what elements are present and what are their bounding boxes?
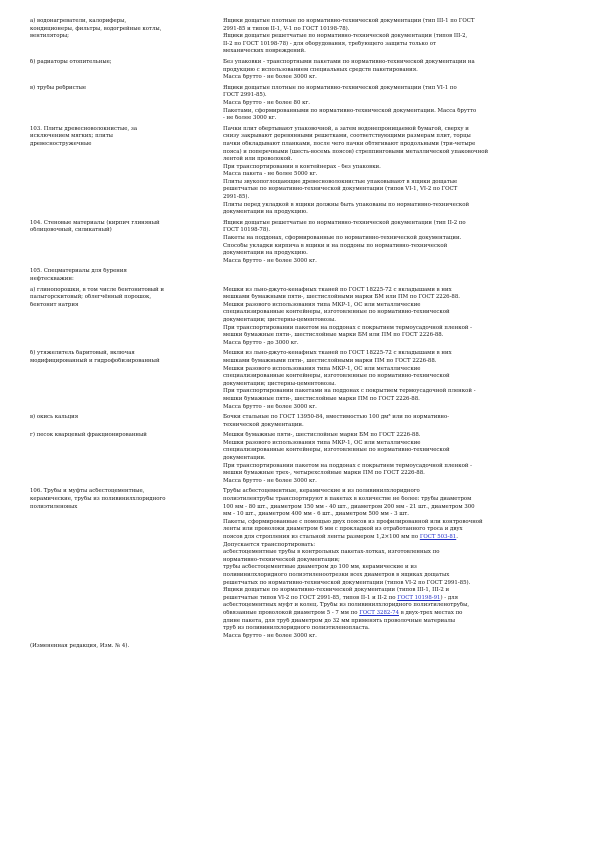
spec-text: Пачки плит обертывают упаковочной, а затем водонепроницаемой бумагой, сверху и (223, 125, 469, 132)
spec-text-after-link: ) - для (440, 594, 458, 601)
packaging-spec-line (223, 149, 579, 157)
item-name-line: кондиционеры, фильтры, водогрейные котлы, (30, 25, 162, 32)
packaging-spec-line (223, 59, 579, 67)
packaging-spec-line (223, 404, 579, 412)
packaging-spec-cell (223, 18, 579, 56)
item-name-line: 103. Плиты древесноволокнистые, за (30, 125, 138, 132)
item-name-line: исключением мягких; плиты (30, 133, 113, 140)
packaging-spec-line (223, 85, 579, 93)
packaging-spec-cell (223, 488, 579, 640)
table-row (30, 59, 579, 82)
item-name-cell (30, 414, 223, 422)
spec-text: асбестоцементных муфт и колец. Трубы из поливинилхлоридного полиэтиленотрубы, (223, 602, 470, 609)
spec-text: технической документации. (223, 421, 304, 428)
packaging-spec-line (223, 26, 579, 34)
packaging-spec-line (223, 309, 579, 317)
spec-text: Допускается транспортировать: (223, 541, 316, 548)
item-name-line: а) глинопорошки, в том числе бентонитовый и (30, 286, 164, 293)
packaging-spec-line (223, 243, 579, 251)
packaging-spec-line (223, 179, 579, 187)
packaging-spec-line (223, 133, 579, 141)
packaging-spec-line (223, 209, 579, 217)
packaging-spec-line (223, 396, 579, 404)
spec-text: Мешки разового использования типа МКР-1, ОС или металлические (223, 365, 421, 372)
packaging-spec-cell (223, 287, 579, 348)
spec-text: асбестоцементные трубы в контрольных пакетах-лотках, изготовленных по (223, 549, 440, 556)
packaging-spec-line (223, 325, 579, 333)
spec-text: Мешки разового использования типа МКР-1, ОС или металлические (223, 439, 421, 446)
packaging-spec-line (223, 108, 579, 116)
item-name-line: облицовочный, силикатный) (30, 227, 112, 234)
spec-text: 2991-85). (223, 194, 250, 201)
packaging-spec-line (223, 164, 579, 172)
packaging-spec-line (223, 33, 579, 41)
packaging-spec-line (223, 414, 579, 422)
spec-text: Ящики дощатые решетчатые по нормативно-технической документации (тип II-2 по (223, 219, 466, 226)
spec-text: Масса брутто - не более 3000 кг. (223, 477, 317, 484)
spec-text: При транспортировании в контейнерах - без упаковки. (223, 163, 381, 170)
spec-text: мешки бумажные пяти-, шестислойные марки ПМ по ГОСТ 2226-88. (223, 395, 420, 402)
spec-text: Бочки стальные по ГОСТ 13950-84, вместимостью 100 дм³ или по нормативно- (223, 414, 450, 421)
spec-text: мешки бумажные трех-, четырехслойные марки ПМ по ГОСТ 2226-88. (223, 470, 425, 477)
packaging-spec-line (223, 519, 579, 527)
packaging-spec-line (223, 381, 579, 389)
spec-text: решетчатые по нормативно-технической документации (типов VI-1, VI-2 по ГОСТ (223, 186, 458, 193)
packaging-spec-line (223, 100, 579, 108)
spec-text: Мешки из льно-джуто-кенафных тканей по ГОСТ 18225-72 с вкладышами в них (223, 286, 452, 293)
packaging-spec-line (223, 294, 579, 302)
packaging-spec-line (223, 470, 579, 478)
packaging-spec-line (223, 572, 579, 580)
spec-text: мешками бумажными пяти-, шестислойными марки ПМ по ГОСТ 2226-88. (223, 357, 437, 364)
packaging-spec-line (223, 92, 579, 100)
spec-text: При транспортировании пакетами на поддонах с покрытием термоусадочной пленкой - (223, 388, 476, 395)
spec-text: Ящики дощатые плотные по нормативно-технической документации (тип III-1 по ГОСТ (223, 18, 475, 24)
spec-text: обвязанные проволокой диаметром 5 - 7 мм по (223, 609, 360, 616)
packaging-spec-line (223, 358, 579, 366)
packaging-spec-line (223, 526, 579, 534)
packaging-spec-line (223, 366, 579, 374)
packaging-spec-line (223, 422, 579, 430)
packaging-spec-line (223, 171, 579, 179)
item-name-cell (30, 85, 223, 93)
packaging-spec-line (223, 115, 579, 123)
spec-text: Пакеты на поддонах, сформированные по нормативно-технической документации. (223, 235, 462, 242)
packaging-spec-line (223, 67, 579, 75)
standard-link[interactable]: ГОСТ 503-81 (419, 534, 457, 540)
spec-text: При транспортировании пакетом на поддонах с покрытием термоусадочной пленкой - (223, 462, 472, 469)
packaging-spec-line (223, 557, 579, 565)
packaging-spec-line (223, 186, 579, 194)
spec-text: пояса) и поперечными (шесть-восемь поясов) стреппинговыми металлической упаковочной (223, 148, 489, 155)
spec-text: Масса брутто - не более 80 кг. (223, 99, 311, 106)
item-name-line: б) утяжелитель баритовый, включая (30, 350, 135, 357)
spec-text: - не более 3000 кг. (223, 115, 277, 122)
spec-text: Мешки из льно-джуто-кенафных тканей по ГОСТ 18225-72 с вкладышами в них (223, 350, 452, 357)
packaging-spec-line (223, 587, 579, 595)
packaging-spec-line (223, 350, 579, 358)
table-row (30, 287, 579, 348)
packaging-spec-line (223, 478, 579, 486)
packaging-spec-line (223, 610, 579, 618)
spec-text: Ящики дощатые плотные по нормативно-технической документации (тип VI-1 по (223, 84, 457, 91)
item-name-line: в) трубы ребристые (30, 84, 87, 91)
packaging-spec-cell (223, 220, 579, 266)
spec-text: ГОСТ 2991-85). (223, 92, 267, 99)
item-name-line: б) радиаторы отопительные; (30, 58, 112, 65)
spec-text: Масса брутто - не более 3000 кг. (223, 632, 317, 639)
packaging-spec-line (223, 340, 579, 348)
item-name-cell (30, 287, 223, 310)
spec-text: полиэтилентрубы транспортируют в пакетах в количестве не более: трубы диаметром (223, 496, 472, 503)
spec-text: 2991-85 и типов II-1, V-1 по ГОСТ 10198-78). (223, 25, 350, 32)
standard-link[interactable]: ГОСТ 3282-74 (359, 609, 400, 616)
packaging-spec-line (223, 287, 579, 295)
spec-text: специализированные контейнеры, изготовленные по нормативно-технической (223, 373, 450, 380)
packaging-spec-line (223, 156, 579, 164)
packaging-spec-line (223, 432, 579, 440)
packaging-spec-line (223, 373, 579, 381)
spec-text: Мешки разового использования типа МКР-1, ОС или металлические (223, 301, 421, 308)
table-row (30, 432, 579, 485)
spec-text: документации. (223, 455, 266, 462)
spec-text: решетчатых по нормативно-технической документации (типов VI-2 по ГОСТ 2991-85). (223, 579, 471, 586)
packaging-spec-line (223, 220, 579, 228)
packaging-spec-line (223, 549, 579, 557)
item-name-line: г) песок кварцевый фракционированный (30, 432, 147, 439)
item-name-line: 104. Стеновые материалы (кирпич глиняный (30, 219, 160, 226)
packaging-spec-line (223, 202, 579, 210)
packaging-spec-cell (223, 350, 579, 411)
packaging-spec-line (223, 542, 579, 550)
item-name-line: в) окись кальция (30, 414, 79, 421)
standard-link[interactable]: ГОСТ 10198-91 (397, 594, 441, 601)
spec-text: Способы укладки кирпича в ящики и на поддоны по нормативно-технической (223, 242, 448, 249)
packaging-spec-line (223, 488, 579, 496)
packaging-spec-line (223, 250, 579, 258)
spec-text: мешки бумажные пяти-, шестислойные марки БМ или ПМ по ГОСТ 2226-88. (223, 332, 444, 339)
spec-text: Масса брутто - до 3000 кг. (223, 339, 299, 346)
item-name-cell (30, 18, 223, 41)
spec-text: документации на продукцию. (223, 209, 308, 216)
spec-text: При транспортировании пакетом на поддонах с покрытием термоусадочной пленкой - (223, 324, 472, 331)
spec-text-after-link: . (456, 534, 458, 540)
packaging-spec-cell (223, 85, 579, 123)
spec-text: поясов для стропления из стальной ленты размером 1,2×100 мм по (223, 534, 420, 540)
spec-text: Масса пакета - не более 5000 кг. (223, 171, 318, 178)
spec-text: Плиты перед укладкой в ящики должны быть упакованы по нормативно-технической (223, 201, 470, 208)
table-row (30, 220, 579, 266)
item-name-line: 105. Спецматериалы для бурения (30, 268, 127, 275)
packaging-spec-line (223, 141, 579, 149)
table-row (30, 85, 579, 123)
spec-text: пачки обкладывают планками, после чего пачки обтягивают продольными (три-четыре (223, 140, 476, 147)
packaging-spec-line (223, 194, 579, 202)
packaging-spec-line (223, 332, 579, 340)
table-row (30, 414, 579, 429)
packaging-spec-line (223, 504, 579, 512)
spec-text: нормативно-технической документации; (223, 556, 340, 563)
spec-text: Пакетами, сформированными по нормативно-технической документации. Масса брутто (223, 107, 477, 114)
item-name-cell (30, 432, 223, 440)
packaging-spec-line (223, 440, 579, 448)
table-row (30, 18, 579, 56)
spec-text: поливинилхлоридного полиэтиленоотрезки всех диаметров в ящиках дощатых (223, 571, 450, 578)
packaging-spec-line (223, 317, 579, 325)
item-name-cell (30, 59, 223, 67)
item-name-line: керамические, трубы из поливинилхлоридного (30, 496, 166, 503)
spec-text: мм - 10 шт., диаметром 400 мм - 6 шт., диаметром 500 мм - 3 шт. (223, 511, 409, 518)
packaging-spec-line (223, 74, 579, 82)
packaging-spec-line (223, 235, 579, 243)
item-name-line: палыгорскитовый; облегчённый порошок, (30, 294, 152, 301)
item-name-cell (30, 268, 223, 283)
spec-text-after-link: в двух-трех местах по (399, 609, 463, 616)
table-row (30, 350, 579, 411)
table-row (30, 268, 579, 283)
spec-text: Плиты звукопоглощающие древесноволокнистые упаковывают в ящики дощатые (223, 178, 458, 185)
spec-text: Масса брутто - не более 3000 кг. (223, 257, 317, 264)
item-name-cell (30, 488, 223, 511)
packaging-spec-cell (223, 59, 579, 82)
spec-text: ГОСТ 10198-78). (223, 227, 271, 234)
spec-text: Пакеты, сформированные с помощью двух поясов из профилированной или контровочной (223, 518, 483, 525)
table-row (30, 488, 579, 640)
packaging-spec-line (223, 595, 579, 603)
spec-text: длине пакета, для труб диаметром до 32 мм применять проволочные материалы (223, 617, 456, 624)
item-name-line: нефтескважин: (30, 276, 74, 282)
spec-text: документации; цистерны-цементовозы. (223, 380, 336, 387)
item-name-line: бентонит натрия (30, 301, 79, 308)
packaging-spec-line (223, 463, 579, 471)
spec-text: документации на продукцию. (223, 250, 308, 257)
packaging-spec-line (223, 388, 579, 396)
item-name-cell (30, 220, 223, 235)
spec-text: Ящики дощатые решетчатые по нормативно-технической документации (типов III-2, (223, 33, 468, 40)
packaging-spec-line (223, 633, 579, 641)
packaging-spec-line (223, 447, 579, 455)
spec-text: специализированные контейнеры, изготовленные по нормативно-технической (223, 447, 450, 454)
item-name-line: 106. Трубы и муфты асбестоцементные, (30, 488, 145, 495)
spec-text: Мешки бумажные пяти-, шестислойные марки БМ по ГОСТ 2226-88. (223, 432, 421, 439)
spec-text: ленты или проволоки диаметром 6 мм с прокладкой из отработанного троса и двух (223, 526, 463, 533)
packaging-spec-line (223, 455, 579, 463)
packaging-spec-cell (223, 126, 579, 217)
spec-text: механических повреждений. (223, 48, 306, 55)
spec-text: трубы асбестоцементные диаметром до 100 мм, керамические и из (223, 564, 417, 571)
packaging-spec-cell (223, 432, 579, 485)
amendment-note: (Измененная редакция, Изм. № 4). (30, 643, 130, 650)
item-name-cell (30, 350, 223, 365)
packaging-spec-line (223, 227, 579, 235)
packaging-spec-cell (223, 414, 579, 429)
spec-text: специализированные контейнеры, изготовленные по нормативно-технической (223, 309, 450, 316)
packaging-spec-line (223, 618, 579, 626)
spec-text: документации; цистерны-цементовозы. (223, 316, 336, 323)
packaging-spec-line (223, 258, 579, 266)
spec-text: решетчатые типов VI-2 по ГОСТ 2991-85, типов II-1 и II-2 по (223, 594, 398, 601)
packaging-spec-line (223, 625, 579, 633)
item-name-line: полиэтиленовых (30, 503, 78, 510)
spec-text: Без упаковки - транспортными пакетами по нормативно-технической документации на (223, 58, 475, 65)
packaging-spec-line (223, 18, 579, 26)
packaging-spec-line (223, 580, 579, 588)
item-name-line: древесностружечные (30, 140, 92, 147)
item-name-cell (30, 126, 223, 149)
spec-text: 100 мм - 80 шт., диаметром 150 мм - 40 шт., диаметром 200 мм - 21 шт., диаметром 300 (223, 503, 475, 510)
packaging-table (30, 18, 579, 640)
packaging-spec-line (223, 126, 579, 134)
packaging-spec-line (223, 534, 579, 542)
spec-text: снизу закрывают деревянными решетками, соответствующими размерам плит, торцы (223, 133, 471, 140)
spec-text: Масса брутто - не более 3000 кг. (223, 403, 317, 410)
packaging-spec-line (223, 41, 579, 49)
packaging-spec-line (223, 48, 579, 56)
spec-text: Ящики дощатые по нормативно-технической документации (типов III-1, III-2 и (223, 587, 450, 594)
item-name-line: а) водонагреватели, калориферы, (30, 18, 127, 24)
spec-text: II-2 по ГОСТ 10198-78) - для оборудования, требующего защиты только от (223, 40, 437, 47)
packaging-spec-line (223, 564, 579, 572)
packaging-spec-line (223, 602, 579, 610)
spec-text: труб из поливинилхлоридного полиэтиленопласта. (223, 625, 370, 632)
table-row (30, 126, 579, 217)
item-name-line: вентиляторы; (30, 33, 70, 40)
spec-text: лентой или проволокой. (223, 156, 293, 163)
spec-text: мешками бумажными пяти-, шестислойными марки БМ или ПМ по ГОСТ 2226-88. (223, 294, 460, 301)
spec-text: продукцию с использованием специальных средств пакетирования. (223, 66, 418, 73)
packaging-spec-line (223, 511, 579, 519)
packaging-spec-line (223, 302, 579, 310)
spec-text: Трубы асбестоцементные, керамические и из поливинилхлоридного (223, 488, 420, 495)
spec-text: Масса брутто - не более 3000 кг. (223, 74, 317, 81)
packaging-spec-line (223, 496, 579, 504)
item-name-line: модифицированный и гидрофобизированный (30, 357, 160, 364)
